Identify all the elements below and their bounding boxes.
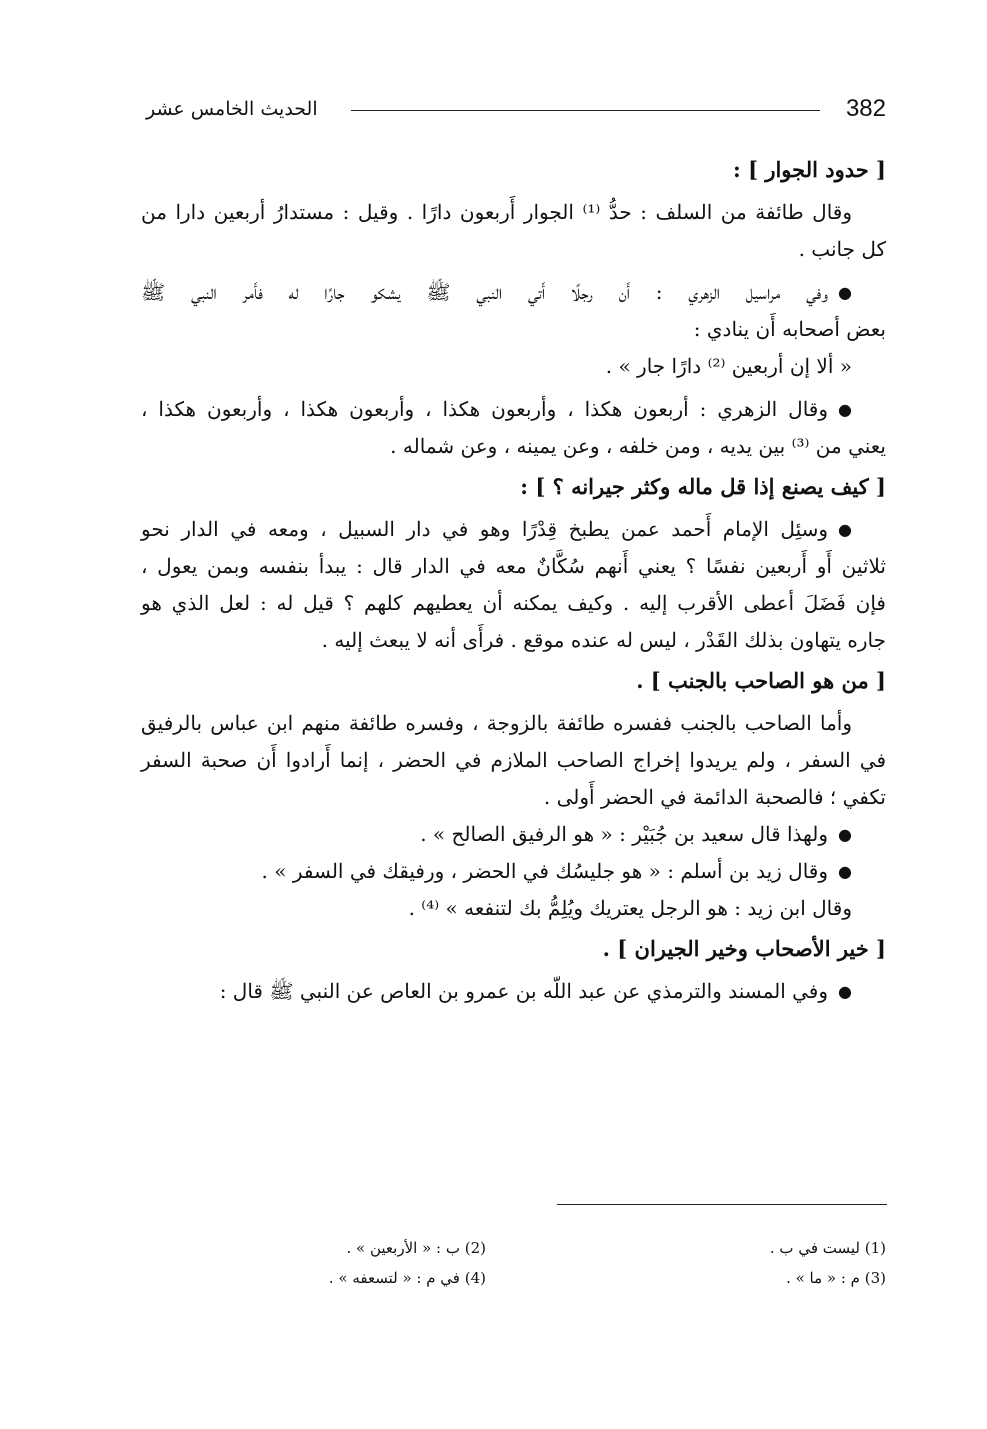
paragraph-text: ولهذا قال سعيد بن جُبَيْر : « هو الرفيق الصالح » . [420,822,829,846]
bullet-icon: ● [838,400,852,419]
paragraph-line: بعض أصحابه أَن ينادي : [693,317,886,341]
bullet-icon: ● [838,982,852,1001]
paragraph-line: وأما الصاحب بالجنب ففسره طائفة بالزوجة ، وفسره طائفة منهم ابن عباس بالرفيق [141,711,852,735]
paragraph-line: فإن فَضَلَ أعطى الأقرب إليه . وكيف يمكنه أن يعطيهم كلهم ؟ قيل له : لعل الذي هو [141,591,886,615]
paragraph-text: وسئِل الإمام أَحمد عمن يطبخ قِدْرًا وهو في دار السبيل ، ومعه في الدار نحو [141,517,829,541]
bullet-icon: ● [838,862,852,881]
paragraph-line [141,511,886,548]
paragraph-line: كل جانب . [798,237,886,261]
bullet-icon: ● [838,825,852,844]
paragraph-line [141,274,886,311]
page-header [146,94,886,128]
paragraph-line [141,853,886,890]
page-body [141,148,886,1010]
footnote-2: (2) ب : « الأربعين » . [346,1239,486,1257]
paragraph-text: وقال زيد بن أسلم : « هو جليسُك في الحضر ، ورفيقك في السفر » . [261,859,829,883]
footnote-3: (3) م : « ما » . [786,1269,886,1287]
paragraph-line [141,816,886,853]
paragraph-line [141,391,886,428]
bullet-icon: ● [838,520,852,539]
paragraph-line: يعني من ⁽³⁾ بين يديه ، ومن خلفه ، وعن يمينه ، وعن شماله . [390,434,886,458]
paragraph-text: وفي مراسيل الزهري : أَن رجلًا أَتي النبي ﷺ يشكو جارًا له فأَمر النبي ﷺ [141,280,829,304]
paragraph-line: وقال ابن زيد : هو الرجل يعتريك ويُلِمُّ بك لتنفعه » ⁽⁴⁾ . [408,896,852,920]
paragraph-line: ثلاثين أَو أَربعين نفسًا ؟ يعني أَنهم سُكَّانٌ معه في الدار قال : يبدأ بنفسه وبمن يعول ، [141,554,886,578]
paragraph-line: جاره يتهاون بذلك القَدْر ، ليس له عنده موقع . فرأَى أنه لا يبعث إليه . [321,628,886,652]
bullet-icon: ● [838,283,852,302]
footnote-1: (1) ليست في ب . [769,1239,886,1257]
section-heading: [ حدود الجوار ] : [733,157,886,182]
quote-line: « ألا إن أربعين ⁽²⁾ دارًا جار » . [605,354,852,378]
footnote-rule [557,1204,887,1205]
paragraph-text: وقال الزهري : أربعون هكذا ، وأربعون هكذا ، وأربعون هكذا ، وأربعون هكذا ، [141,397,829,421]
section-heading: [ كيف يصنع إذا قل ماله وكثر جيرانه ؟ ] : [520,474,886,499]
page-number: 382 [845,95,886,122]
running-title: الحديث الخامس عشر [146,98,318,120]
footnote-4: (4) في م : « لتسعفه » . [328,1269,486,1287]
header-rule [351,110,820,111]
paragraph-line: في السفر ، ولم يريدوا إخراج الصاحب الملازم في الحضر ، إنما أَرادوا أَن صحبة السفر [141,748,886,772]
paragraph-line [141,973,886,1010]
paragraph-text: وفي المسند والترمذي عن عبد اللّه بن عمرو بن العاص عن النبي ﷺ قال : [219,979,829,1003]
paragraph-line: تكفي ؛ فالصحبة الدائمة في الحضر أَولى . [543,785,886,809]
paragraph-line: وقال طائفة من السلف : حدُّ ⁽¹⁾ الجوار أَربعون دارًا . وقيل : مستدارُ أربعين دارا من [141,200,853,224]
section-heading: [ خير الأصحاب وخير الجيران ] . [602,936,886,961]
section-heading: [ من هو الصاحب بالجنب ] . [636,668,886,693]
